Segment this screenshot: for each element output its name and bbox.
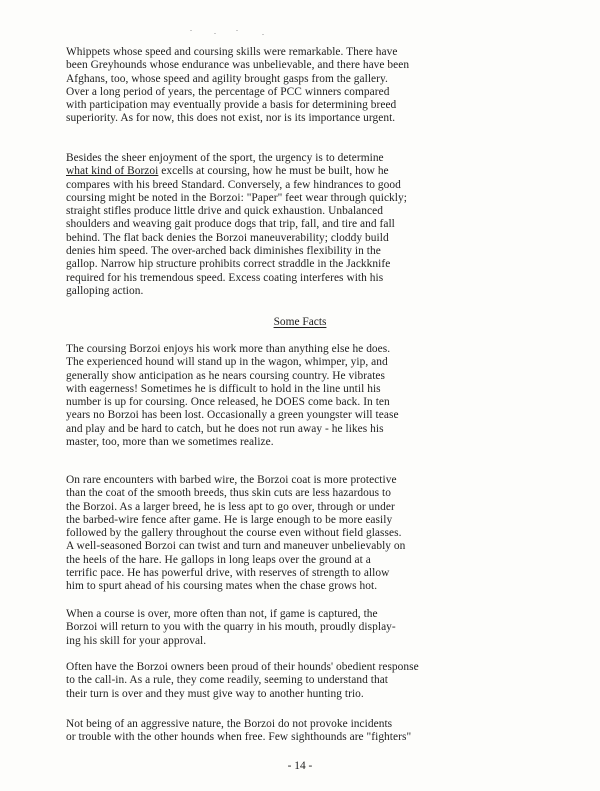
text-line: followed by the gallery throughout the course even without field glasses. bbox=[66, 527, 402, 540]
text-line: behind. The flat back denies the Borzoi maneuverability; cloddy build bbox=[66, 231, 389, 244]
text-line: Besides the sheer enjoyment of the sport, the urgency is to determine bbox=[66, 152, 384, 164]
text-line: When a course is over, more often than not, if game is captured, the bbox=[66, 608, 378, 620]
text-line: Whippets whose speed and coursing skills were remarkable. There have bbox=[66, 46, 398, 58]
text-line: shoulders and weaving gait produce dogs that trip, fall, and tire and fall bbox=[66, 218, 395, 231]
text-line: required for his tremendous speed. Excess coating interferes with his bbox=[66, 271, 384, 284]
text-line: ing his skill for your approval. bbox=[66, 634, 207, 647]
text-line: coursing might be noted in the Borzoi: "Paper" feet wear through quickly; bbox=[66, 191, 407, 204]
text-line: been Greyhounds whose endurance was unbelievable, and there have been bbox=[66, 59, 410, 72]
scan-speck bbox=[214, 33, 216, 34]
paragraph-sighthound-comparison bbox=[66, 46, 546, 126]
text-line: denies him speed. The over-arched back diminishes flexibility in the bbox=[66, 245, 381, 258]
section-heading-text: Some Facts bbox=[273, 316, 327, 328]
text-line: Afghans, too, whose speed and agility brought gasps from the gallery. bbox=[66, 72, 388, 85]
section-heading bbox=[0, 316, 600, 329]
paragraph-temperament bbox=[66, 718, 546, 745]
text-line: him to spurt ahead of his coursing mates when the chase grows hot. bbox=[66, 580, 378, 593]
text-line: than the coat of the smooth breeds, thus skin cuts are less hazardous to bbox=[66, 487, 391, 500]
scan-speck bbox=[236, 30, 238, 31]
paragraph-coursing-hindrances bbox=[66, 152, 546, 298]
scan-speck bbox=[262, 34, 264, 35]
paragraph-call-in bbox=[66, 661, 546, 701]
text-line: generally show anticipation as he nears coursing country. He vibrates bbox=[66, 369, 386, 382]
text-line: to the call-in. As a rule, they come readily, seeming to understand that bbox=[66, 674, 389, 687]
text-line bbox=[66, 165, 546, 178]
text-line: with eagerness! Sometimes he is difficult to hold in the line until his bbox=[66, 382, 381, 395]
text-line: Borzoi will return to you with the quarry in his mouth, proudly display- bbox=[66, 621, 396, 634]
text-line: Over a long period of years, the percentage of PCC winners compared bbox=[66, 85, 390, 98]
paragraph-coursing-enthusiasm bbox=[66, 343, 546, 449]
text-line: A well-seasoned Borzoi can twist and turn and maneuver unbelievably on bbox=[66, 540, 406, 553]
scan-speck bbox=[190, 30, 192, 31]
text-line: gallop. Narrow hip structure prohibits correct straddle in the Jackknife bbox=[66, 258, 391, 271]
text-line: the barbed-wire fence after game. He is large enough to be more easily bbox=[66, 513, 393, 526]
text-line-rest: excells at coursing, how he must be built, how he bbox=[161, 165, 389, 178]
text-line: master, too, more than we sometimes realize. bbox=[66, 436, 274, 449]
text-line: years no Borzoi has been lost. Occasionally a green youngster will tease bbox=[66, 409, 399, 422]
text-line: The experienced hound will stand up in the wagon, whimper, yip, and bbox=[66, 356, 388, 369]
text-line: the Borzoi. As a larger breed, he is less apt to go over, through or under bbox=[66, 500, 395, 513]
text-line: On rare encounters with barbed wire, the Borzoi coat is more protective bbox=[66, 474, 397, 486]
text-line: and play and be hard to catch, but he does not run away - he likes his bbox=[66, 422, 384, 435]
text-line: straight stifles produce little drive and quick exhaustion. Unbalanced bbox=[66, 205, 383, 218]
paragraph-quarry-return bbox=[66, 608, 546, 648]
text-line: The coursing Borzoi enjoys his work more than anything else he does. bbox=[66, 343, 391, 355]
text-line: with participation may eventually provide a basis for determining breed bbox=[66, 99, 397, 112]
text-line: the heels of the hare. He gallops in long leaps over the ground at a bbox=[66, 553, 371, 566]
text-line: number is up for coursing. Once released, he DOES come back. In ten bbox=[66, 396, 390, 409]
paragraph-barbed-wire bbox=[66, 474, 546, 594]
text-line: Not being of an aggressive nature, the Borzoi do not provoke incidents bbox=[66, 718, 393, 730]
text-line: Often have the Borzoi owners been proud of their hounds' obedient response bbox=[66, 661, 419, 673]
text-line: their turn is over and they must give way to another hunting trio. bbox=[66, 687, 364, 700]
text-line: superiority. As for now, this does not exist, nor is its importance urgent. bbox=[66, 112, 396, 125]
text-line: or trouble with the other hounds when free. Few sighthounds are "fighters" bbox=[66, 731, 412, 744]
page-number: - 14 - bbox=[287, 760, 313, 772]
text-line: terrific pace. He has powerful drive, with reserves of strength to allow bbox=[66, 567, 390, 580]
underlined-phrase: what kind of Borzoi bbox=[66, 165, 159, 178]
text-line: compares with his breed Standard. Conversely, a few hindrances to good bbox=[66, 178, 401, 191]
text-line: galloping action. bbox=[66, 284, 144, 297]
